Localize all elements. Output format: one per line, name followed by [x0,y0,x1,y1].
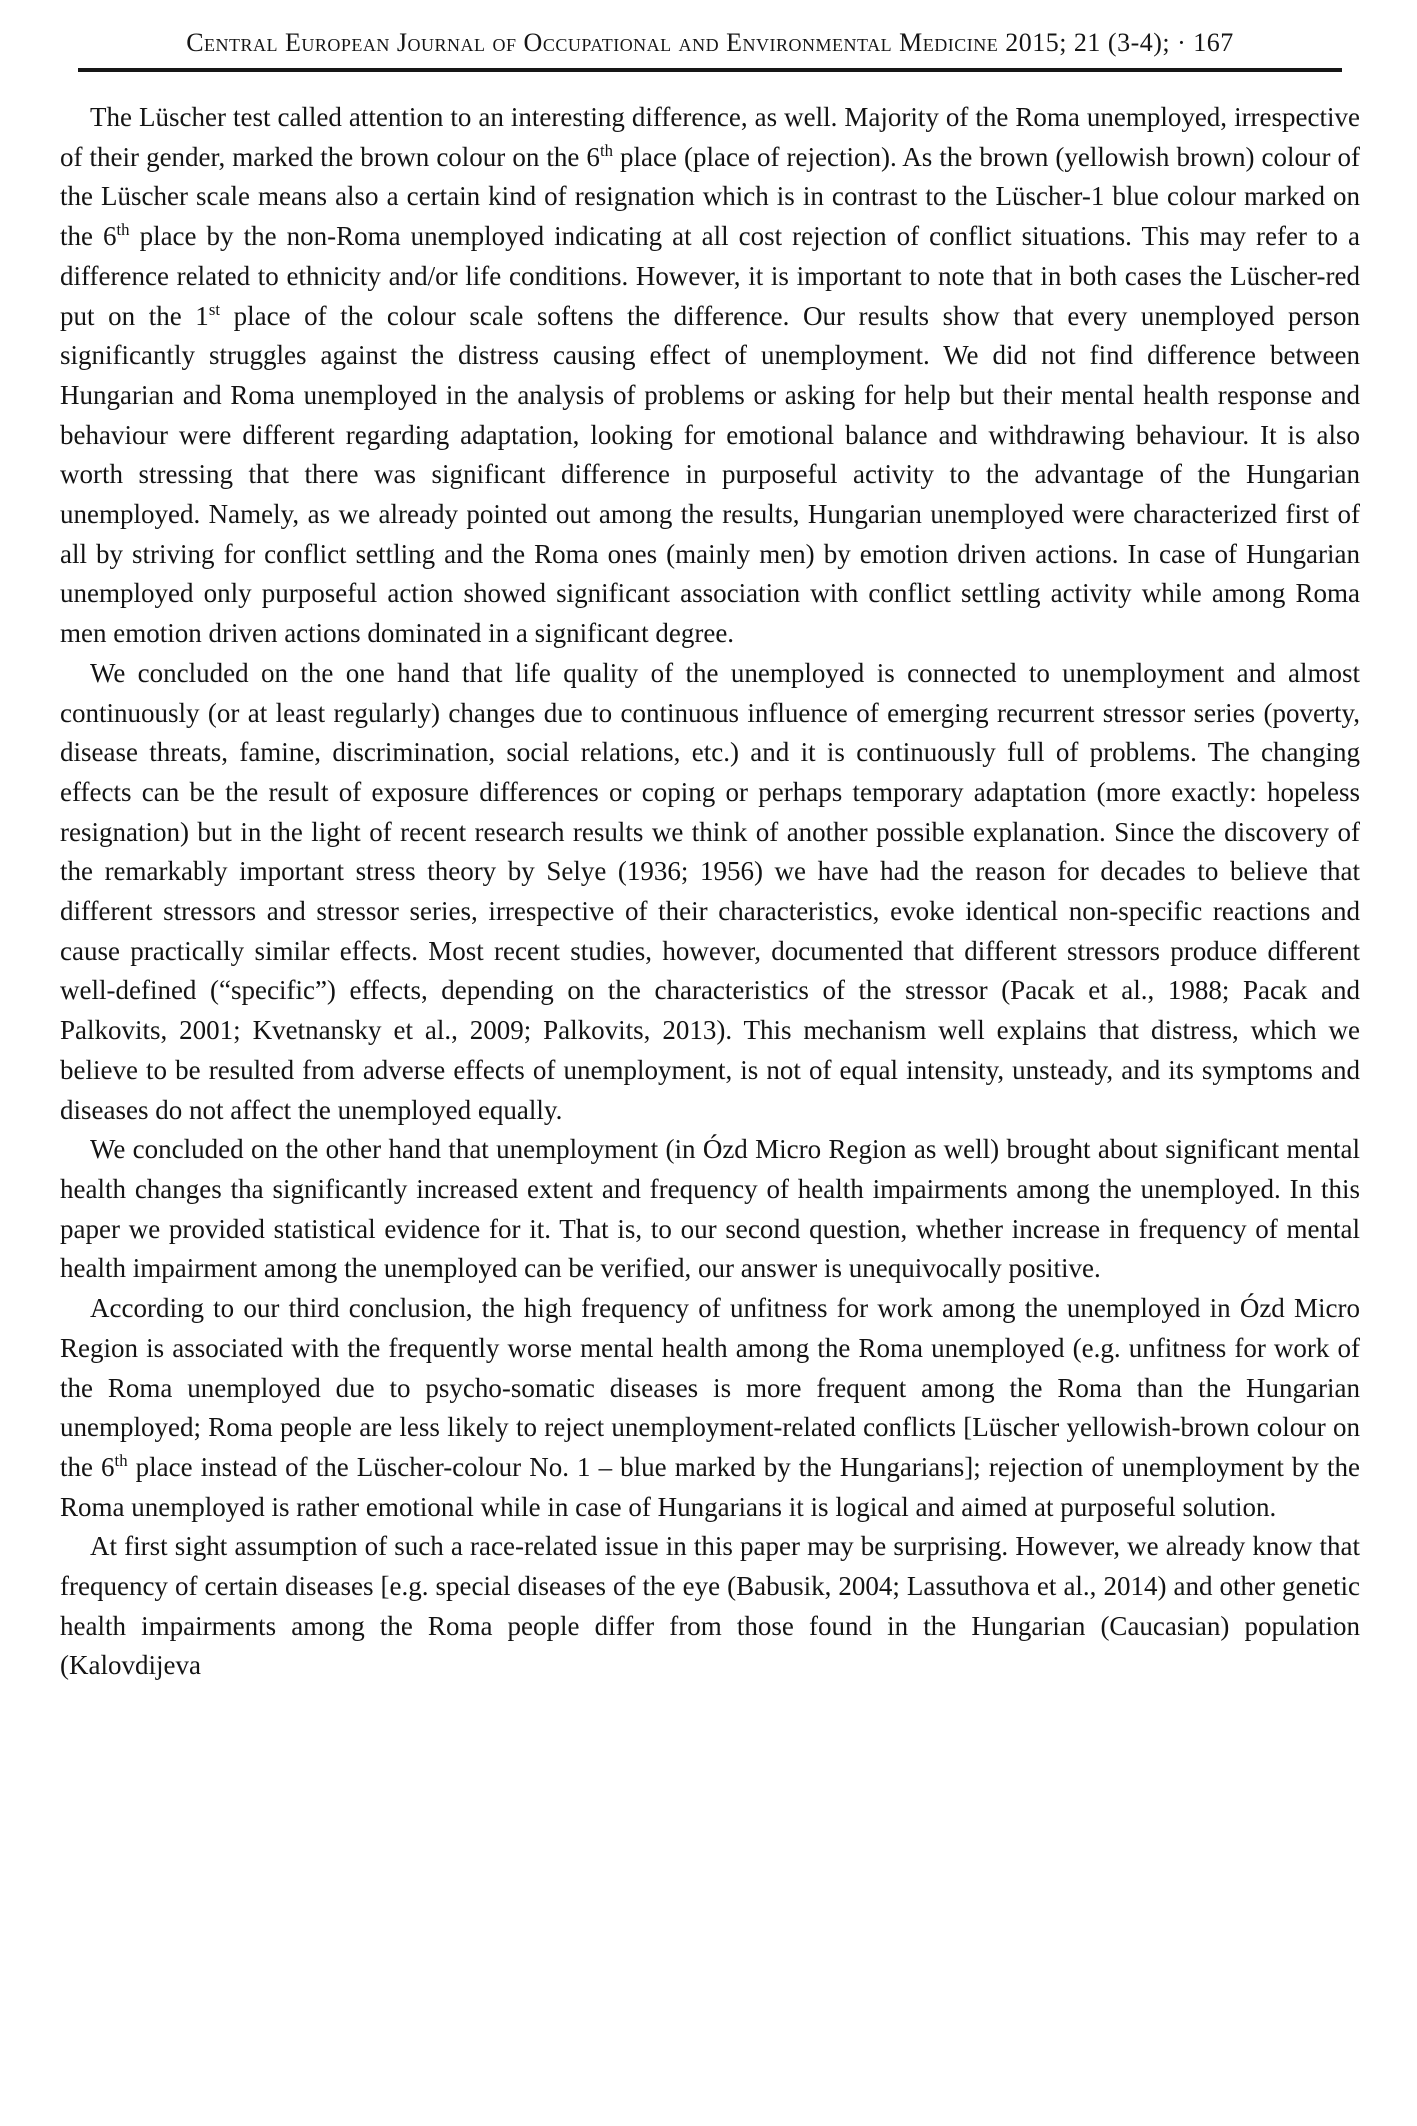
paragraph [60,654,1360,1130]
header-rule [78,68,1342,72]
paragraph [60,1130,1360,1289]
paragraph-text: At first sight assumption of such a race-related issue in this paper may be surprising. However, we already know that frequency of certain diseases [e.g. special diseases of the eye (Babusik, 2004; Lassuthova et al., 2014) and other genetic health impairments among the Roma people differ from those found in the Hungarian (Caucasian) population (Kalovdijeva [60,1531,1360,1681]
paragraph-text: place instead of the Lüscher-colour No. 1 – blue marked by the Hungarians]; rejection of unemployment by the Roma unemployed is rather emotional while in case of Hungarians it is logical and aimed at purposeful solution. [60,1451,1360,1522]
paragraph [60,1289,1360,1527]
paragraph-text: The Lüscher test called attention to an interesting difference, as well. Majority of the Roma unemployed, irrespective of their gender, marked the brown colour on the 6 [60,102,1360,172]
paragraph [60,1527,1360,1686]
paragraph-text: place of the colour scale softens the difference. Our results show that every unemployed person significantly struggles against the distress causing effect of unemployment. We did not find difference between Hungarian and Roma unemployed in the analysis of problems or asking for help but their mental health response and behaviour were different regarding adaptation, looking for emotional balance and withdrawing behaviour. It is also worth stressing that there was significant difference in purposeful activity to the advantage of the Hungarian unemployed. Namely, as we already pointed out among the results, Hungarian unemployed were characterized first of all by striving for conflict settling and the Roma ones (mainly men) by emotion driven actions. In case of Hungarian unemployed only purposeful action showed significant association with conflict settling activity while among Roma men emotion driven actions dominated in a significant degree. [60,300,1360,649]
paragraph-text: According to our third conclusion, the high frequency of unfitness for work among the unemployed in Ózd Micro Region is associated with the frequently worse mental health among the Roma unemployed (e.g. unfitness for work of the Roma unemployed due to psycho-somatic diseases is more frequent among the Roma than the Hungarian unemployed; Roma people are less likely to reject unemployment-related conflicts [Lüscher yellowish-brown colour on the 6 [60,1293,1360,1482]
paragraph-text: We concluded on the other hand that unemployment (in Ózd Micro Region as well) brought about significant mental health changes tha significantly increased extent and frequency of health impairments among the unemployed. In this paper we provided statistical evidence for it. That is, to our second question, whether increase in frequency of mental health impairment among the unemployed can be verified, our answer is unequivocally positive. [60,1134,1360,1284]
issue-page-info: 2015; 21 (3-4); · 167 [1005,28,1234,57]
paragraph [60,98,1360,654]
page-header [60,26,1360,60]
superscript-text: th [599,140,613,160]
superscript-text: th [116,220,130,240]
superscript-text: th [114,1450,128,1470]
article-body [60,98,1360,1686]
paragraph-text: place by the non-Roma unemployed indicating at all cost rejection of conflict situations. This may refer to a difference related to ethnicity and/or life conditions. However, it is important to note that in both cases the Lüscher-red put on the 1 [60,221,1360,331]
paragraph-text: place (place of rejection). As the brown (yellowish brown) colour of the Lüscher scale means also a certain kind of resignation which is in contrast to the Lüscher-1 blue colour marked on the 6 [60,141,1360,252]
journal-title: Central European Journal of Occupational and Environmental Medicine [186,28,999,57]
superscript-text: st [208,299,220,319]
paragraph-text: We concluded on the one hand that life quality of the unemployed is connected to unemployment and almost continuously (or at least regularly) changes due to continuous influence of emerging recurrent stressor series (poverty, disease threats, famine, discrimination, social relations, etc.) and it is continuously full of problems. The changing effects can be the result of exposure differences or coping or perhaps temporary adaptation (more exactly: hopeless resignation) but in the light of recent research results we think of another possible explanation. Since the discovery of the remarkably important stress theory by Selye (1936; 1956) we have had the reason for decades to believe that different stressors and stressor series, irrespective of their characteristics, evoke identical non-specific reactions and cause practically similar effects. Most recent studies, however, documented that different stressors produce different well-defined (“specific”) effects, depending on the characteristics of the stressor (Pacak et al., 1988; Pacak and Palkovits, 2001; Kvetnansky et al., 2009; Palkovits, 2013). This mechanism well explains that distress, which we believe to be resulted from adverse effects of unemployment, is not of equal intensity, unsteady, and its symptoms and diseases do not affect the unemployed equally. [60,657,1360,1125]
